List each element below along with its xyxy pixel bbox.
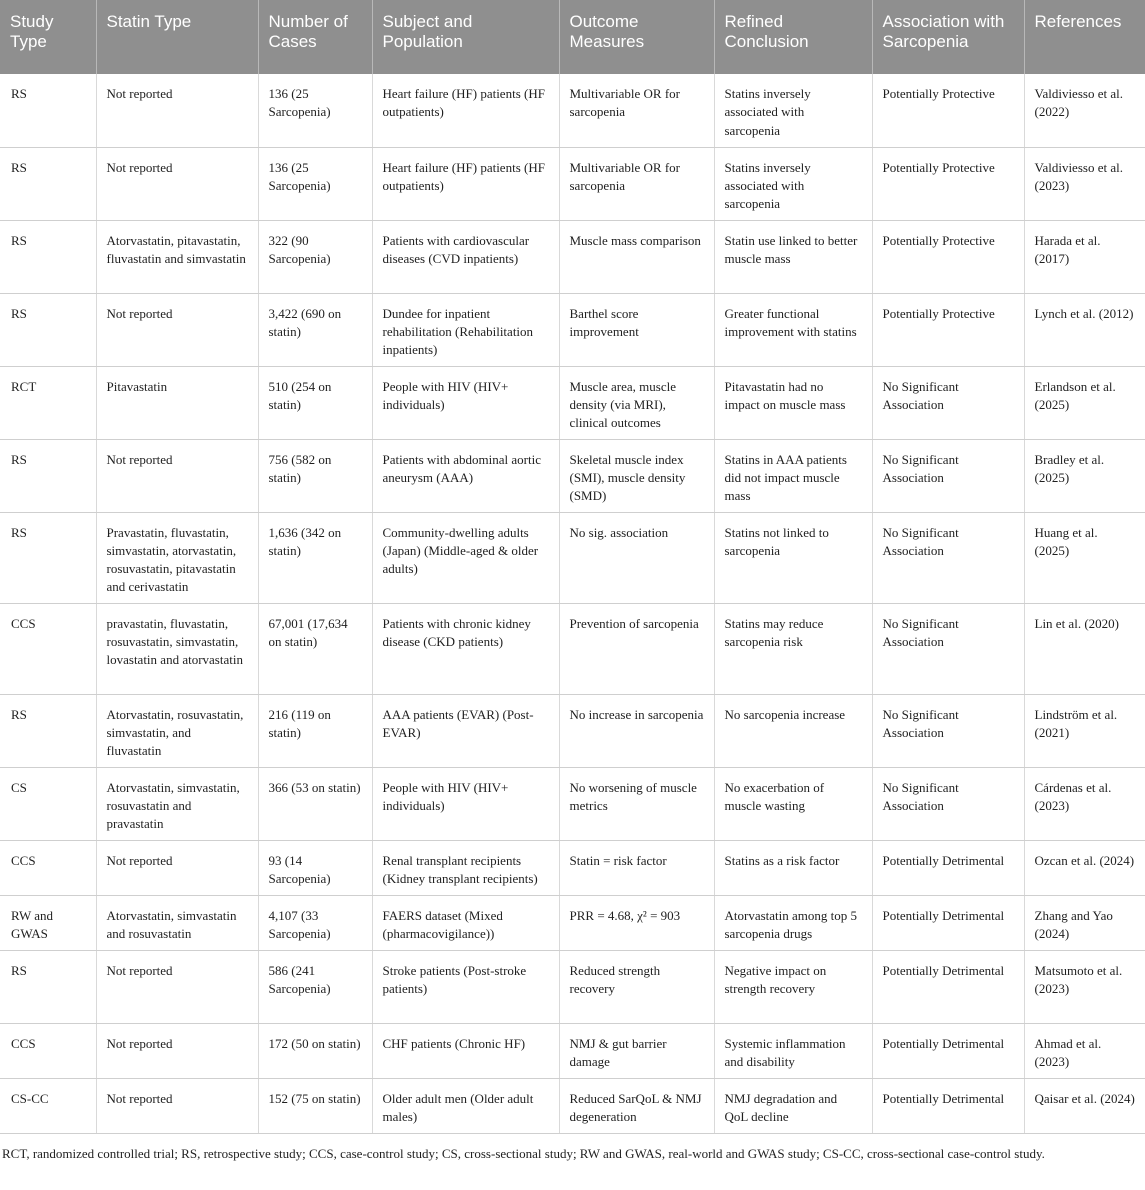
table-row	[0, 74, 1145, 147]
association-cell: Potentially Detrimental	[872, 950, 1024, 1023]
table-row	[0, 439, 1145, 512]
refined-conclusion-cell: Statins inversely associated with sarcopenia	[714, 74, 872, 147]
association-cell: No Significant Association	[872, 512, 1024, 603]
references-cell: Huang et al. (2025)	[1024, 512, 1145, 603]
table-row	[0, 220, 1145, 293]
subject-population-cell: AAA patients (EVAR) (Post-EVAR)	[372, 694, 559, 767]
subject-population-cell: Dundee for inpatient rehabilitation (Rehabilitation inpatients)	[372, 293, 559, 366]
study-type-cell: RS	[0, 293, 96, 366]
association-cell: Potentially Protective	[872, 74, 1024, 147]
table-row	[0, 767, 1145, 840]
study-type-cell: RS	[0, 512, 96, 603]
number-of-cases-cell: 136 (25 Sarcopenia)	[258, 147, 372, 220]
header-row	[0, 0, 1145, 74]
references-cell: Valdiviesso et al. (2022)	[1024, 74, 1145, 147]
association-cell: Potentially Detrimental	[872, 1078, 1024, 1133]
subject-population-cell: People with HIV (HIV+ individuals)	[372, 767, 559, 840]
table-row	[0, 694, 1145, 767]
number-of-cases-cell: 366 (53 on statin)	[258, 767, 372, 840]
statin-type-cell: Not reported	[96, 293, 258, 366]
statin-type-cell: Atorvastatin, simvastatin and rosuvastatin	[96, 895, 258, 950]
references-cell: Ahmad et al. (2023)	[1024, 1023, 1145, 1078]
references-cell: Valdiviesso et al. (2023)	[1024, 147, 1145, 220]
outcome-measures-cell: No increase in sarcopenia	[559, 694, 714, 767]
outcome-measures-cell: Muscle mass comparison	[559, 220, 714, 293]
association-cell: No Significant Association	[872, 694, 1024, 767]
table-footnote: RCT, randomized controlled trial; RS, retrospective study; CCS, case-control study; CS, cross-sectional study; RW and GWAS, real-world and GWAS study; CS-CC, cross-sectional case-control study.	[2, 1145, 1045, 1161]
table-body	[0, 74, 1145, 1133]
association-cell: Potentially Detrimental	[872, 895, 1024, 950]
study-type-cell: RS	[0, 220, 96, 293]
refined-conclusion-cell: Negative impact on strength recovery	[714, 950, 872, 1023]
references-cell: Qaisar et al. (2024)	[1024, 1078, 1145, 1133]
association-cell: Potentially Detrimental	[872, 840, 1024, 895]
refined-conclusion-cell: Pitavastatin had no impact on muscle mass	[714, 366, 872, 439]
number-of-cases-cell: 93 (14 Sarcopenia)	[258, 840, 372, 895]
statin-type-cell: Not reported	[96, 147, 258, 220]
table-row	[0, 293, 1145, 366]
association-cell: No Significant Association	[872, 439, 1024, 512]
subject-population-cell: Heart failure (HF) patients (HF outpatients)	[372, 147, 559, 220]
table-row	[0, 950, 1145, 1023]
refined-conclusion-cell: Statins may reduce sarcopenia risk	[714, 603, 872, 694]
study-type-cell: CS	[0, 767, 96, 840]
study-type-cell: CCS	[0, 840, 96, 895]
outcome-measures-cell: NMJ & gut barrier damage	[559, 1023, 714, 1078]
outcome-measures-cell: PRR = 4.68, χ² = 903	[559, 895, 714, 950]
header-association: Association with Sarcopenia	[872, 0, 1024, 74]
association-cell: No Significant Association	[872, 603, 1024, 694]
table-row	[0, 366, 1145, 439]
references-cell: Matsumoto et al. (2023)	[1024, 950, 1145, 1023]
number-of-cases-cell: 510 (254 on statin)	[258, 366, 372, 439]
outcome-measures-cell: No worsening of muscle metrics	[559, 767, 714, 840]
outcome-measures-cell: Skeletal muscle index (SMI), muscle density (SMD)	[559, 439, 714, 512]
outcome-measures-cell: Statin = risk factor	[559, 840, 714, 895]
references-cell: Erlandson et al. (2025)	[1024, 366, 1145, 439]
statin-type-cell: Pravastatin, fluvastatin, simvastatin, atorvastatin, rosuvastatin, pitavastatin and cerivastatin	[96, 512, 258, 603]
header-subject-population: Subject and Population	[372, 0, 559, 74]
table-row	[0, 840, 1145, 895]
number-of-cases-cell: 172 (50 on statin)	[258, 1023, 372, 1078]
subject-population-cell: Community-dwelling adults (Japan) (Middle-aged & older adults)	[372, 512, 559, 603]
number-of-cases-cell: 322 (90 Sarcopenia)	[258, 220, 372, 293]
number-of-cases-cell: 756 (582 on statin)	[258, 439, 372, 512]
statin-type-cell: Atorvastatin, simvastatin, rosuvastatin and pravastatin	[96, 767, 258, 840]
statin-type-cell: Not reported	[96, 1023, 258, 1078]
subject-population-cell: CHF patients (Chronic HF)	[372, 1023, 559, 1078]
study-type-cell: RS	[0, 950, 96, 1023]
references-cell: Lin et al. (2020)	[1024, 603, 1145, 694]
subject-population-cell: FAERS dataset (Mixed (pharmacovigilance))	[372, 895, 559, 950]
study-type-cell: CS-CC	[0, 1078, 96, 1133]
study-type-cell: CCS	[0, 603, 96, 694]
association-cell: Potentially Protective	[872, 293, 1024, 366]
refined-conclusion-cell: NMJ degradation and QoL decline	[714, 1078, 872, 1133]
header-outcome-measures: Outcome Measures	[559, 0, 714, 74]
header-statin-type: Statin Type	[96, 0, 258, 74]
table-row	[0, 603, 1145, 694]
refined-conclusion-cell: Statins as a risk factor	[714, 840, 872, 895]
refined-conclusion-cell: No exacerbation of muscle wasting	[714, 767, 872, 840]
table-header	[0, 0, 1145, 74]
refined-conclusion-cell: Greater functional improvement with statins	[714, 293, 872, 366]
association-cell: Potentially Detrimental	[872, 1023, 1024, 1078]
outcome-measures-cell: Barthel score improvement	[559, 293, 714, 366]
number-of-cases-cell: 152 (75 on statin)	[258, 1078, 372, 1133]
statin-type-cell: Not reported	[96, 950, 258, 1023]
subject-population-cell: Patients with cardiovascular diseases (CVD inpatients)	[372, 220, 559, 293]
refined-conclusion-cell: Statins inversely associated with sarcopenia	[714, 147, 872, 220]
refined-conclusion-cell: Statin use linked to better muscle mass	[714, 220, 872, 293]
association-cell: Potentially Protective	[872, 220, 1024, 293]
number-of-cases-cell: 67,001 (17,634 on statin)	[258, 603, 372, 694]
refined-conclusion-cell: No sarcopenia increase	[714, 694, 872, 767]
study-type-cell: RS	[0, 147, 96, 220]
header-references: References	[1024, 0, 1145, 74]
statin-type-cell: pravastatin, fluvastatin, rosuvastatin, simvastatin, lovastatin and atorvastatin	[96, 603, 258, 694]
table-row	[0, 1078, 1145, 1133]
statin-type-cell: Not reported	[96, 1078, 258, 1133]
table-row	[0, 1023, 1145, 1078]
refined-conclusion-cell: Statins not linked to sarcopenia	[714, 512, 872, 603]
references-cell: Lindström et al. (2021)	[1024, 694, 1145, 767]
refined-conclusion-cell: Statins in AAA patients did not impact muscle mass	[714, 439, 872, 512]
statin-type-cell: Pitavastatin	[96, 366, 258, 439]
statin-type-cell: Atorvastatin, pitavastatin, fluvastatin and simvastatin	[96, 220, 258, 293]
table-row	[0, 147, 1145, 220]
association-cell: No Significant Association	[872, 767, 1024, 840]
subject-population-cell: Heart failure (HF) patients (HF outpatients)	[372, 74, 559, 147]
number-of-cases-cell: 3,422 (690 on statin)	[258, 293, 372, 366]
statin-type-cell: Not reported	[96, 439, 258, 512]
subject-population-cell: Older adult men (Older adult males)	[372, 1078, 559, 1133]
subject-population-cell: Renal transplant recipients (Kidney transplant recipients)	[372, 840, 559, 895]
outcome-measures-cell: No sig. association	[559, 512, 714, 603]
subject-population-cell: Patients with chronic kidney disease (CKD patients)	[372, 603, 559, 694]
number-of-cases-cell: 1,636 (342 on statin)	[258, 512, 372, 603]
header-number-of-cases: Number of Cases	[258, 0, 372, 74]
number-of-cases-cell: 216 (119 on statin)	[258, 694, 372, 767]
header-study-type: Study Type	[0, 0, 96, 74]
statin-type-cell: Not reported	[96, 840, 258, 895]
references-cell: Cárdenas et al. (2023)	[1024, 767, 1145, 840]
study-type-cell: RS	[0, 694, 96, 767]
subject-population-cell: People with HIV (HIV+ individuals)	[372, 366, 559, 439]
outcome-measures-cell: Reduced strength recovery	[559, 950, 714, 1023]
statin-type-cell: Atorvastatin, rosuvastatin, simvastatin, and fluvastatin	[96, 694, 258, 767]
references-cell: Lynch et al. (2012)	[1024, 293, 1145, 366]
study-type-cell: CCS	[0, 1023, 96, 1078]
outcome-measures-cell: Reduced SarQoL & NMJ degeneration	[559, 1078, 714, 1133]
table-row	[0, 895, 1145, 950]
header-refined-conclusion: Refined Conclusion	[714, 0, 872, 74]
outcome-measures-cell: Muscle area, muscle density (via MRI), clinical outcomes	[559, 366, 714, 439]
references-cell: Ozcan et al. (2024)	[1024, 840, 1145, 895]
outcome-measures-cell: Multivariable OR for sarcopenia	[559, 74, 714, 147]
number-of-cases-cell: 136 (25 Sarcopenia)	[258, 74, 372, 147]
study-type-cell: RS	[0, 74, 96, 147]
references-cell: Harada et al. (2017)	[1024, 220, 1145, 293]
table-row	[0, 512, 1145, 603]
refined-conclusion-cell: Systemic inflammation and disability	[714, 1023, 872, 1078]
refined-conclusion-cell: Atorvastatin among top 5 sarcopenia drugs	[714, 895, 872, 950]
subject-population-cell: Patients with abdominal aortic aneurysm (AAA)	[372, 439, 559, 512]
study-type-cell: RCT	[0, 366, 96, 439]
study-type-cell: RS	[0, 439, 96, 512]
statin-type-cell: Not reported	[96, 74, 258, 147]
number-of-cases-cell: 4,107 (33 Sarcopenia)	[258, 895, 372, 950]
number-of-cases-cell: 586 (241 Sarcopenia)	[258, 950, 372, 1023]
references-cell: Zhang and Yao (2024)	[1024, 895, 1145, 950]
association-cell: No Significant Association	[872, 366, 1024, 439]
references-cell: Bradley et al. (2025)	[1024, 439, 1145, 512]
outcome-measures-cell: Prevention of sarcopenia	[559, 603, 714, 694]
study-type-cell: RW and GWAS	[0, 895, 96, 950]
association-cell: Potentially Protective	[872, 147, 1024, 220]
subject-population-cell: Stroke patients (Post-stroke patients)	[372, 950, 559, 1023]
outcome-measures-cell: Multivariable OR for sarcopenia	[559, 147, 714, 220]
